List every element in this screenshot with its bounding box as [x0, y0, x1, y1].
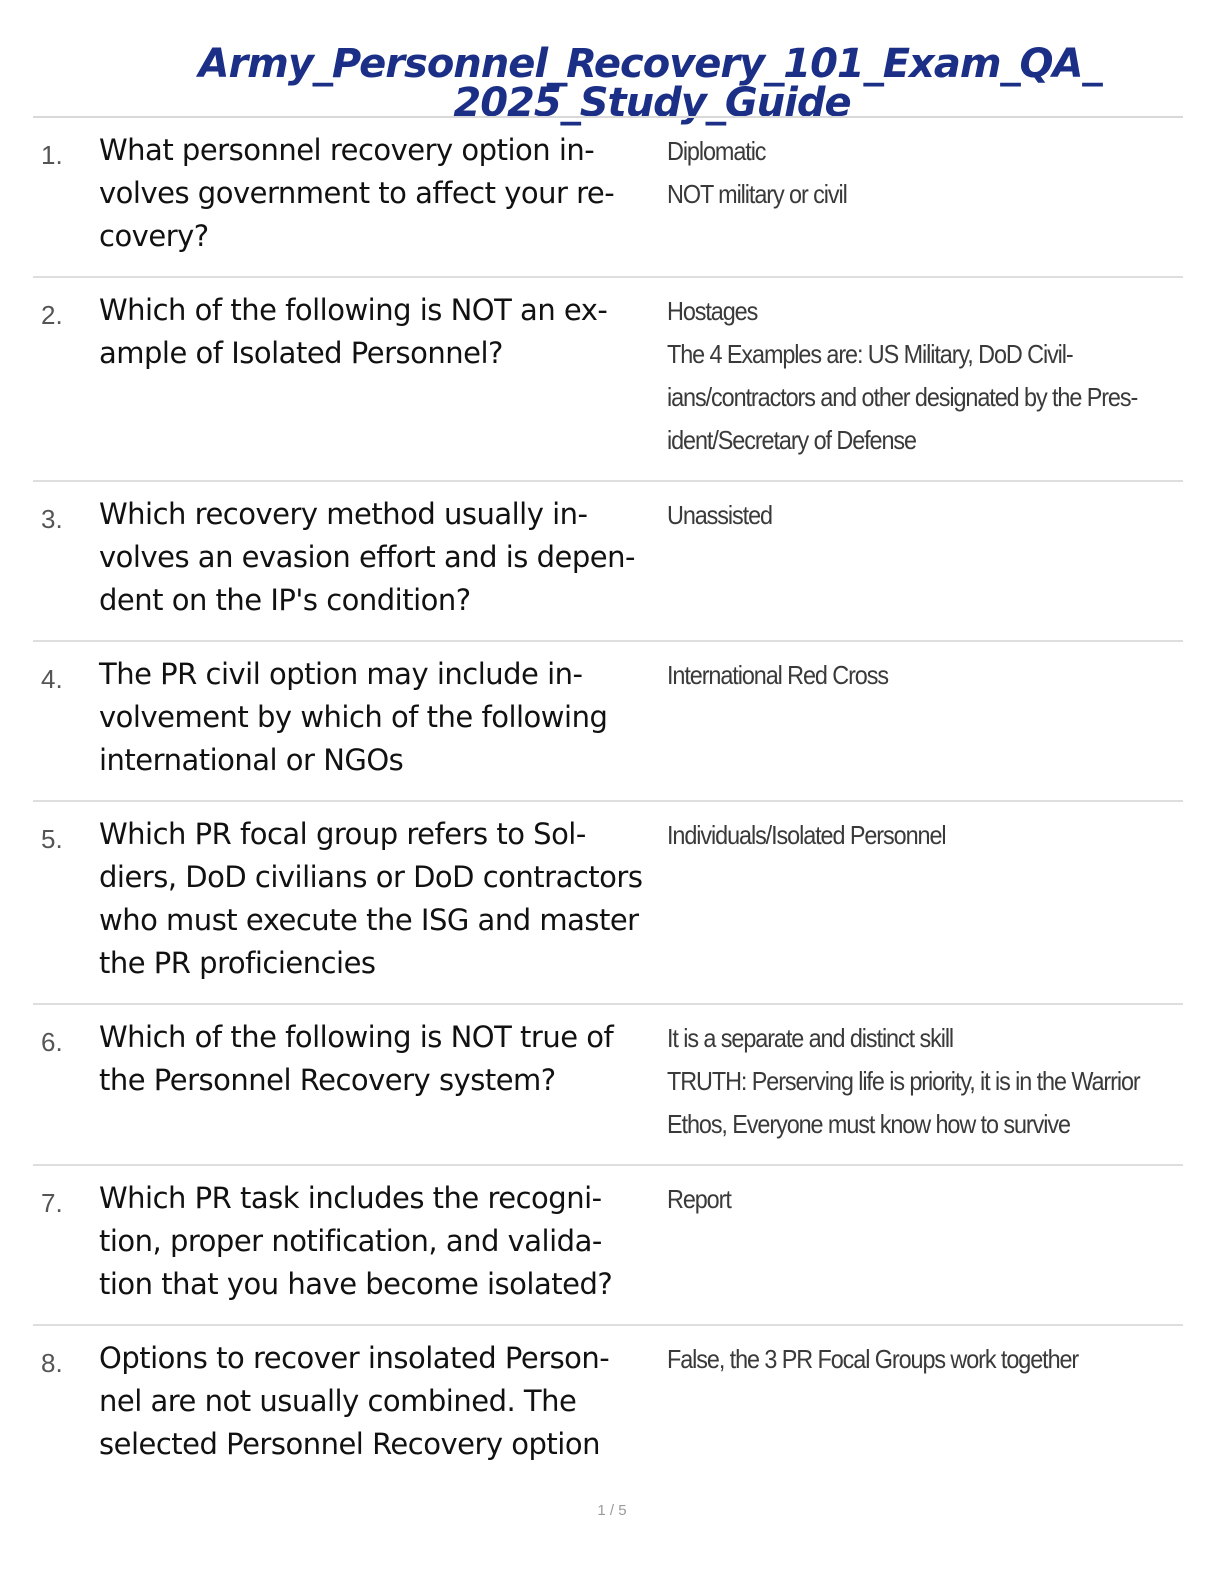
- question-text: Which PR focal group refers to Sol- diers, DoD civilians or DoD contractors who must execute the ISG and master the PR proficiencies: [99, 817, 643, 980]
- item-number: 5.: [41, 824, 63, 854]
- answer-text: Individuals/Isolated Personnel: [667, 820, 946, 850]
- qa-item: [33, 482, 1183, 642]
- qa-item: [33, 278, 1183, 482]
- answer-text: False, the 3 PR Focal Groups work together: [667, 1344, 1079, 1374]
- answer-text: Report: [667, 1184, 731, 1214]
- qa-item: [33, 1166, 1183, 1326]
- question-text: Which of the following is NOT an ex- ample of Isolated Personnel?: [99, 293, 608, 370]
- answer-text: Hostages The 4 Examples are: US Military, DoD Civil- ians/contractors and other designated by the Pres- ident/Secretary of Defense: [667, 296, 1138, 455]
- document-title-line-2: 2025_Study_Guide: [453, 80, 851, 126]
- answer-text: Unassisted: [667, 500, 772, 530]
- answer-text: It is a separate and distinct skill TRUTH: Perserving life is priority, it is in the Warrior Ethos, Everyone must know how to survive: [667, 1023, 1140, 1139]
- qa-item: [33, 118, 1183, 278]
- answer-text: International Red Cross: [667, 660, 888, 690]
- qa-item: [33, 1326, 1183, 1476]
- question-text: Which PR task includes the recogni- tion, proper notification, and valida- tion that you have become isolated?: [99, 1181, 613, 1301]
- item-number: 8.: [41, 1348, 63, 1378]
- item-number: 3.: [41, 504, 63, 534]
- question-text: Which of the following is NOT true of the Personnel Recovery system?: [99, 1020, 614, 1097]
- document-title-line-1: Army_Personnel_Recovery_101_Exam_QA_: [198, 41, 1102, 87]
- answer-text: Diplomatic NOT military or civil: [667, 136, 847, 209]
- question-text: Options to recover insolated Person- nel are not usually combined. The selected Personnel Recovery option: [99, 1341, 610, 1461]
- question-text: What personnel recovery option in- volves government to affect your re- covery?: [99, 133, 615, 253]
- qa-item: [33, 1005, 1183, 1166]
- item-number: 6.: [41, 1027, 63, 1057]
- item-number: 1.: [41, 140, 63, 170]
- qa-item: [33, 642, 1183, 802]
- item-number: 4.: [41, 664, 63, 694]
- qa-item: [33, 802, 1183, 1005]
- page-number: 1 / 5: [597, 1502, 627, 1519]
- item-number: 2.: [41, 300, 63, 330]
- question-text: The PR civil option may include in- volvement by which of the following international or NGOs: [99, 657, 608, 777]
- item-number: 7.: [41, 1188, 63, 1218]
- question-text: Which recovery method usually in- volves an evasion effort and is depen- dent on the IP's condition?: [99, 497, 635, 617]
